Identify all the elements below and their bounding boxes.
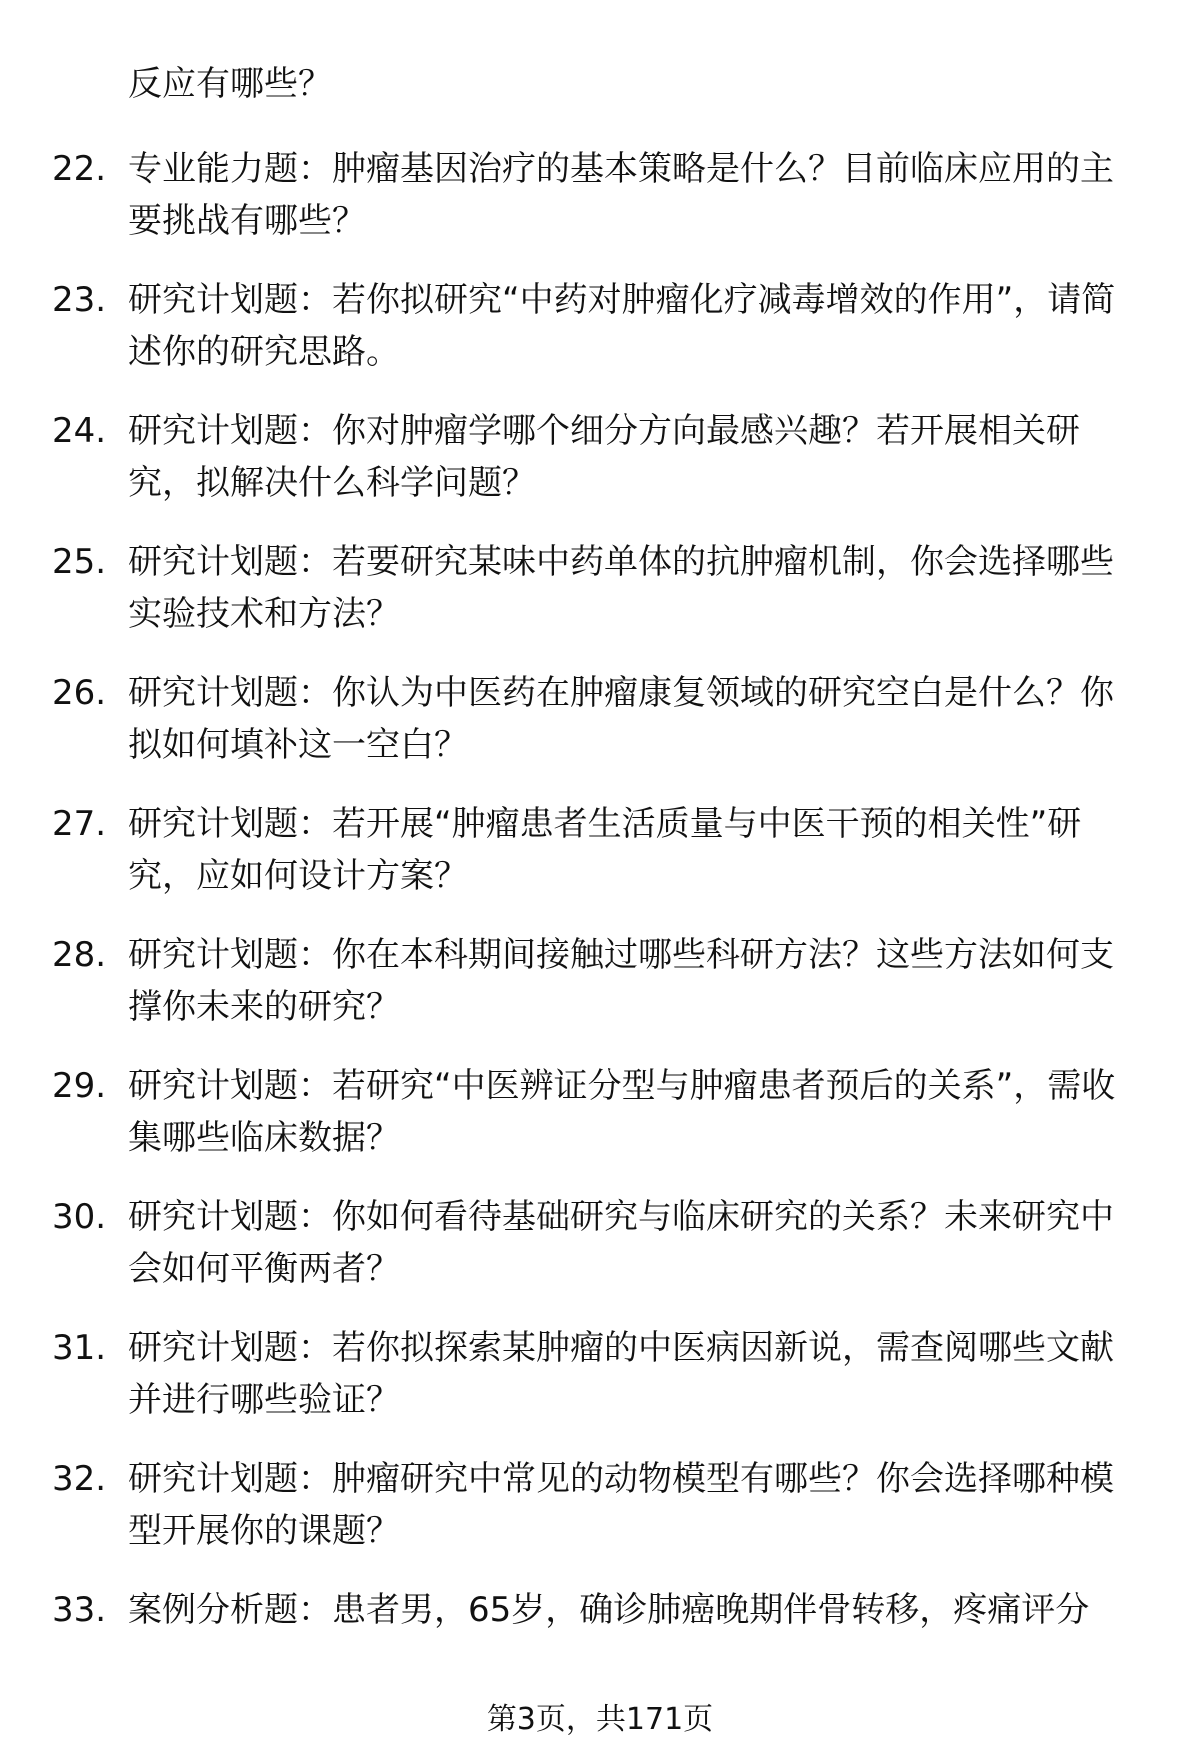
question-number: 30.: [52, 1197, 107, 1237]
list-item: [0, 526, 1200, 657]
question-text: 研究计划题：你对肿瘤学哪个细分方向最感兴趣？若开展相关研究，拟解决什么科学问题？: [128, 411, 1080, 503]
question-list: [0, 133, 1200, 1705]
question-text: 研究计划题：肿瘤研究中常见的动物模型有哪些？你会选择哪种模型开展你的课题？: [128, 1459, 1114, 1551]
question-number: 25.: [52, 542, 107, 582]
list-item: [0, 1050, 1200, 1181]
question-number: 27.: [52, 804, 107, 844]
question-number: 28.: [52, 935, 107, 975]
question-text: 研究计划题：若你拟探索某肿瘤的中医病因新说，需查阅哪些文献并进行哪些验证？: [128, 1328, 1114, 1420]
question-number: 23.: [52, 280, 107, 320]
question-number: 31.: [52, 1328, 107, 1368]
question-number: 32.: [52, 1459, 107, 1499]
list-item: [0, 657, 1200, 788]
question-text: 案例分析题：患者男，65岁，确诊肺癌晚期伴骨转移，疼痛评分: [128, 1590, 1090, 1630]
list-item: [0, 1181, 1200, 1312]
question-number: 33.: [52, 1590, 107, 1630]
question-text: 研究计划题：若你拟研究“中药对肿瘤化疗减毒增效的作用”，请简述你的研究思路。: [128, 280, 1116, 372]
list-item: [0, 133, 1200, 264]
list-item: [0, 264, 1200, 395]
page-footer: 第3页，共171页: [486, 1702, 714, 1737]
question-text: 研究计划题：你在本科期间接触过哪些科研方法？这些方法如何支撑你未来的研究？: [128, 935, 1114, 1027]
question-number: 26.: [52, 673, 107, 713]
list-item: [0, 919, 1200, 1050]
question-text: 研究计划题：你认为中医药在肿瘤康复领域的研究空白是什么？你拟如何填补这一空白？: [128, 673, 1114, 765]
question-text: 专业能力题：肿瘤基因治疗的基本策略是什么？目前临床应用的主要挑战有哪些？: [128, 149, 1114, 241]
question-text: 研究计划题：若开展“肿瘤患者生活质量与中医干预的相关性”研究，应如何设计方案？: [128, 804, 1082, 896]
question-text: 研究计划题：若要研究某味中药单体的抗肿瘤机制，你会选择哪些实验技术和方法？: [128, 542, 1114, 634]
question-text: 研究计划题：你如何看待基础研究与临床研究的关系？未来研究中会如何平衡两者？: [128, 1197, 1114, 1289]
list-item: [0, 1443, 1200, 1574]
question-number: 24.: [52, 411, 107, 451]
question-number: 29.: [52, 1066, 107, 1106]
list-item: [0, 1312, 1200, 1443]
list-item: [0, 788, 1200, 919]
question-text: 研究计划题：若研究“中医辨证分型与肿瘤患者预后的关系”，需收集哪些临床数据？: [128, 1066, 1116, 1158]
continuation-text: 反应有哪些？: [128, 64, 332, 104]
question-number: 22.: [52, 149, 107, 189]
list-item: [0, 1574, 1200, 1705]
list-item: [0, 395, 1200, 526]
